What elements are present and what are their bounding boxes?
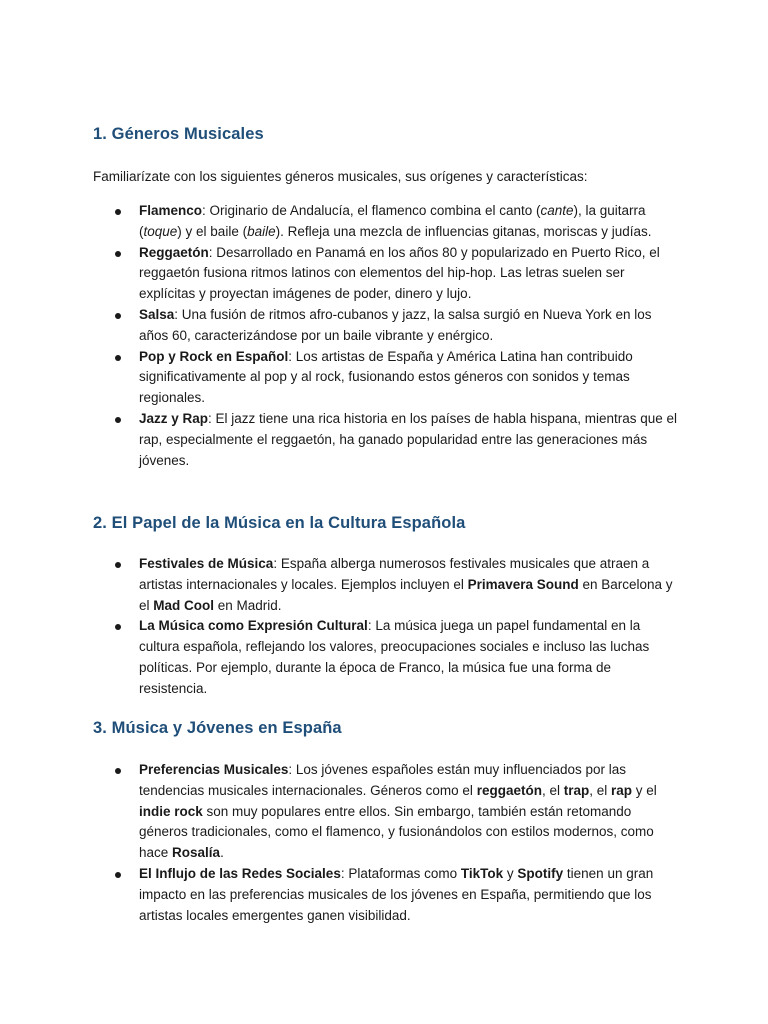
- emphasis: toque: [143, 223, 178, 239]
- item-text: y el: [632, 782, 657, 798]
- genres-list: [93, 201, 683, 471]
- intro-paragraph: Familiarízate con los siguientes géneros musicales, sus orígenes y características:: [93, 169, 588, 184]
- section-heading-jovenes: 3. Música y Jóvenes en España: [93, 719, 342, 737]
- list-item-redes-sociales: [93, 864, 683, 926]
- item-text: ), la guitarra (: [139, 203, 646, 239]
- item-text: en Barcelona y el: [139, 576, 673, 613]
- culture-list: [93, 554, 683, 700]
- emphasis: cante: [540, 203, 574, 218]
- term: Reggaetón: [139, 244, 209, 260]
- bold-text: Rosalía: [172, 845, 221, 861]
- item-text: : La música juega un papel fundamental en la cultura española, reflejando los valores, preocupaciones sociales e incluso las luchas políticas. Por ejemplo, durante la época de Franco, la música fue una forma de resistencia.: [139, 618, 650, 696]
- term: Salsa: [139, 306, 175, 322]
- term: Flamenco: [139, 203, 203, 218]
- bullet-icon: [115, 624, 121, 630]
- term: Pop y Rock en Español: [139, 348, 289, 364]
- item-text: : Los jóvenes españoles están muy influenciados por las tendencias musicales internacionales. Géneros como el: [139, 762, 627, 798]
- bold-text: rap: [611, 782, 633, 798]
- bold-text: indie rock: [139, 803, 203, 819]
- item-text: , el: [541, 782, 564, 798]
- item-text: : España alberga numerosos festivales musicales que atraen a artistas internacionales y locales. Ejemplos incluyen el: [139, 556, 650, 592]
- bullet-icon: [115, 251, 121, 257]
- item-text: : Plataformas como: [340, 865, 461, 881]
- term: La Música como Expresión Cultural: [139, 618, 368, 634]
- item-text: en Madrid.: [214, 597, 282, 613]
- bullet-icon: [115, 313, 121, 319]
- list-item-reggaeton: [93, 243, 683, 305]
- bold-text: reggaetón: [476, 782, 542, 798]
- item-text: ). Refleja una mezcla de influencias gitanas, moriscas y judías.: [275, 223, 652, 239]
- item-text: : Originario de Andalucía, el flamenco combina el canto (: [202, 203, 541, 218]
- bold-text: trap: [563, 782, 590, 798]
- item-text: y: [503, 865, 518, 881]
- item-text: : El jazz tiene una rica historia en los países de habla hispana, mientras que el rap, especialmente el reggaetón, ha ganado popularidad entre las generaciones más jóvenes.: [139, 410, 678, 468]
- item-text: : Desarrollado en Panamá en los años 80 y popularizado en Puerto Rico, el reggaetón fusiona ritmos latinos con elementos del hip-hop. Las letras suelen ser explícitas y proyectan imágenes de poder, dinero y lujo.: [139, 244, 660, 302]
- bullet-icon: [115, 417, 121, 423]
- bullet-icon: [115, 209, 121, 215]
- bold-text: Mad Cool: [153, 597, 215, 613]
- youth-list: [93, 760, 683, 926]
- item-text: , el: [589, 782, 611, 798]
- list-item-expresion-cultural: [93, 616, 683, 699]
- item-text: ) y el baile (: [177, 223, 248, 239]
- item-text: : Una fusión de ritmos afro-cubanos y jazz, la salsa surgió en Nueva York en los años 60, caracterizándose por un baile vibrante y enérgico.: [139, 306, 652, 343]
- term: Preferencias Musicales: [139, 762, 289, 777]
- section-heading-generos: 1. Géneros Musicales: [93, 125, 264, 143]
- list-item-festivales: [93, 554, 683, 616]
- bold-text: TikTok: [460, 865, 504, 881]
- item-text: : Los artistas de España y América Latina han contribuido significativamente al pop y al rock, fusionando estos géneros con sonidos y temas regionales.: [139, 348, 633, 406]
- bullet-icon: [115, 355, 121, 361]
- bold-text: Spotify: [517, 865, 564, 881]
- list-item-salsa: [93, 305, 683, 347]
- item-text: son muy populares entre ellos. Sin embargo, también están retomando géneros tradicionales, como el flamenco, y fusionándolos con estilos modernos, como hace: [139, 803, 654, 861]
- bold-text: Primavera Sound: [467, 576, 579, 592]
- list-item-jazz-rap: [93, 409, 683, 471]
- bullet-icon: [115, 562, 121, 568]
- emphasis: baile: [247, 223, 276, 239]
- item-text: tienen un gran impacto en las preferencias musicales de los jóvenes en España, permitiendo que los artistas locales emergentes ganen visibilidad.: [139, 865, 654, 923]
- item-text: .: [220, 845, 224, 861]
- term: El Influjo de las Redes Sociales: [139, 865, 341, 881]
- bullet-icon: [115, 872, 121, 878]
- section-heading-papel: 2. El Papel de la Música en la Cultura Española: [93, 514, 466, 532]
- list-item-pop-rock: [93, 347, 683, 409]
- term: Festivales de Música: [139, 556, 274, 571]
- term: Jazz y Rap: [139, 410, 209, 426]
- bullet-icon: [115, 768, 121, 774]
- list-item-preferencias: [93, 760, 683, 864]
- list-item-flamenco: [93, 201, 683, 243]
